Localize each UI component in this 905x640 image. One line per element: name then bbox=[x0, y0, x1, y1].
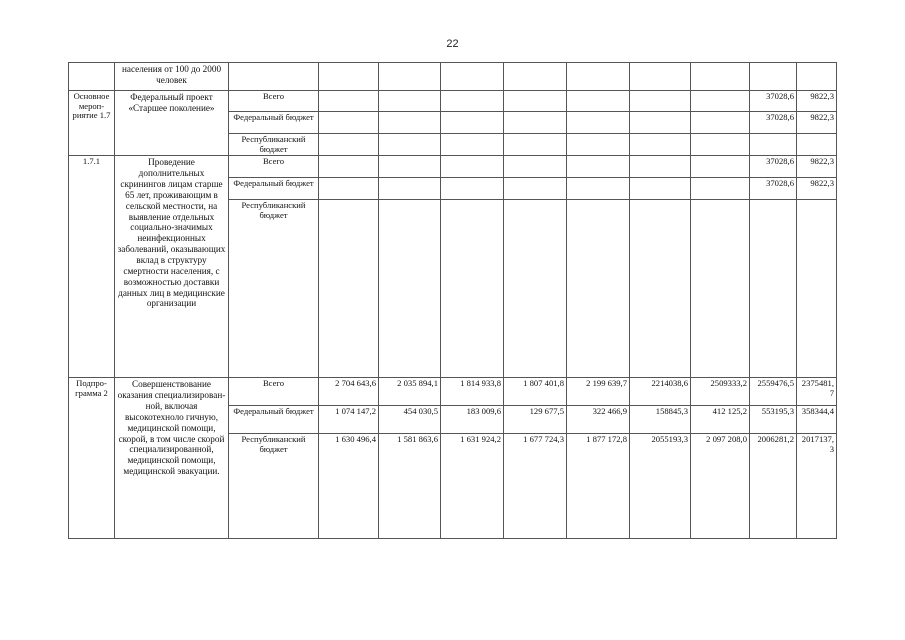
amount-cell bbox=[504, 200, 567, 378]
amount-cell bbox=[319, 91, 379, 112]
amount-cell bbox=[441, 156, 504, 178]
amount-cell bbox=[319, 134, 379, 156]
amount-cell: 183 009,6 bbox=[441, 406, 504, 434]
table-row bbox=[69, 91, 837, 112]
amount-cell bbox=[441, 178, 504, 200]
funding-source: Федеральный бюджет bbox=[229, 178, 319, 200]
amount-cell bbox=[319, 112, 379, 134]
funding-source: Федеральный бюджет bbox=[229, 112, 319, 134]
funding-source: Федеральный бюджет bbox=[229, 406, 319, 434]
amount-cell: 2017137,3 bbox=[797, 434, 837, 539]
amount-cell bbox=[691, 178, 750, 200]
amount-cell: 1 631 924,2 bbox=[441, 434, 504, 539]
amount-cell bbox=[567, 134, 630, 156]
amount-cell: 1 581 863,6 bbox=[379, 434, 441, 539]
table-row bbox=[69, 63, 837, 91]
amount-cell bbox=[379, 112, 441, 134]
amount-cell bbox=[797, 63, 837, 91]
row-name: Проведение дополнительных скринингов лицам старше 65 лет, проживающим в сельской местности, на выявление отдельных социально-значимых неинфекционных заболеваний, оказывающих вклад в структуру смертности населения, с возможностью доставки данных лиц в медицинские организации bbox=[115, 156, 229, 378]
amount-cell: 2 704 643,6 bbox=[319, 378, 379, 406]
amount-cell bbox=[630, 156, 691, 178]
amount-cell bbox=[630, 91, 691, 112]
amount-cell: 322 466,9 bbox=[567, 406, 630, 434]
amount-cell bbox=[691, 134, 750, 156]
amount-cell bbox=[691, 112, 750, 134]
amount-cell bbox=[319, 156, 379, 178]
row-name: Совершенствование оказания специализирован-ной, включая высокотехноло гичную, медицинской помощи, скорой, в том числе скорой специализированной, медицинской помощи, медицинской эвакуации. bbox=[115, 378, 229, 539]
funding-source: Всего bbox=[229, 91, 319, 112]
amount-cell bbox=[567, 91, 630, 112]
row-code: Подпрограмма 2 bbox=[69, 378, 115, 539]
amount-cell: 358344,4 bbox=[797, 406, 837, 434]
amount-cell bbox=[379, 178, 441, 200]
amount-cell: 1 877 172,8 bbox=[567, 434, 630, 539]
amount-cell bbox=[567, 63, 630, 91]
amount-cell: 1 814 933,8 bbox=[441, 378, 504, 406]
amount-cell bbox=[630, 178, 691, 200]
amount-cell bbox=[379, 63, 441, 91]
amount-cell bbox=[441, 91, 504, 112]
amount-cell: 37028,6 bbox=[750, 178, 797, 200]
amount-cell bbox=[630, 200, 691, 378]
funding-source: Всего bbox=[229, 156, 319, 178]
amount-cell bbox=[691, 91, 750, 112]
amount-cell bbox=[750, 134, 797, 156]
funding-source: Республиканский бюджет bbox=[229, 134, 319, 156]
funding-source: Республиканский бюджет bbox=[229, 200, 319, 378]
amount-cell bbox=[630, 63, 691, 91]
amount-cell: 1 807 401,8 bbox=[504, 378, 567, 406]
amount-cell: 1 074 147,2 bbox=[319, 406, 379, 434]
amount-cell: 2 097 208,0 bbox=[691, 434, 750, 539]
amount-cell: 412 125,2 bbox=[691, 406, 750, 434]
amount-cell bbox=[797, 134, 837, 156]
amount-cell: 37028,6 bbox=[750, 112, 797, 134]
amount-cell: 129 677,5 bbox=[504, 406, 567, 434]
amount-cell bbox=[441, 63, 504, 91]
amount-cell bbox=[504, 63, 567, 91]
amount-cell: 9822,3 bbox=[797, 112, 837, 134]
amount-cell bbox=[504, 178, 567, 200]
amount-cell bbox=[567, 200, 630, 378]
table-row bbox=[69, 378, 837, 406]
amount-cell: 553195,3 bbox=[750, 406, 797, 434]
amount-cell bbox=[441, 200, 504, 378]
amount-cell: 2509333,2 bbox=[691, 378, 750, 406]
amount-cell bbox=[630, 134, 691, 156]
amount-cell bbox=[379, 200, 441, 378]
amount-cell bbox=[797, 200, 837, 378]
row-code bbox=[69, 63, 115, 91]
amount-cell bbox=[504, 91, 567, 112]
funding-source: Всего bbox=[229, 378, 319, 406]
amount-cell: 37028,6 bbox=[750, 91, 797, 112]
amount-cell bbox=[504, 134, 567, 156]
amount-cell: 158845,3 bbox=[630, 406, 691, 434]
amount-cell: 454 030,5 bbox=[379, 406, 441, 434]
amount-cell bbox=[567, 156, 630, 178]
amount-cell bbox=[319, 63, 379, 91]
amount-cell: 9822,3 bbox=[797, 178, 837, 200]
amount-cell: 2006281,2 bbox=[750, 434, 797, 539]
amount-cell: 1 630 496,4 bbox=[319, 434, 379, 539]
amount-cell bbox=[441, 134, 504, 156]
amount-cell bbox=[319, 200, 379, 378]
amount-cell: 9822,3 bbox=[797, 156, 837, 178]
budget-table bbox=[68, 62, 837, 539]
row-code: 1.7.1 bbox=[69, 156, 115, 378]
row-name: населения от 100 до 2000 человек bbox=[115, 63, 229, 91]
amount-cell bbox=[750, 200, 797, 378]
amount-cell: 9822,3 bbox=[797, 91, 837, 112]
amount-cell bbox=[504, 112, 567, 134]
table-row bbox=[69, 156, 837, 178]
amount-cell: 2375481,7 bbox=[797, 378, 837, 406]
amount-cell bbox=[691, 63, 750, 91]
amount-cell: 2 199 639,7 bbox=[567, 378, 630, 406]
amount-cell: 2559476,5 bbox=[750, 378, 797, 406]
amount-cell bbox=[379, 91, 441, 112]
amount-cell bbox=[319, 178, 379, 200]
funding-source bbox=[229, 63, 319, 91]
amount-cell: 2 035 894,1 bbox=[379, 378, 441, 406]
row-code: Основное мероприятие 1.7 bbox=[69, 91, 115, 156]
amount-cell bbox=[379, 134, 441, 156]
funding-source: Республиканский бюджет bbox=[229, 434, 319, 539]
amount-cell bbox=[750, 63, 797, 91]
page-number: 22 bbox=[446, 38, 459, 50]
amount-cell bbox=[691, 156, 750, 178]
amount-cell bbox=[441, 112, 504, 134]
amount-cell: 1 677 724,3 bbox=[504, 434, 567, 539]
amount-cell: 2214038,6 bbox=[630, 378, 691, 406]
amount-cell bbox=[504, 156, 567, 178]
amount-cell: 37028,6 bbox=[750, 156, 797, 178]
amount-cell bbox=[379, 156, 441, 178]
amount-cell bbox=[567, 112, 630, 134]
amount-cell bbox=[691, 200, 750, 378]
amount-cell: 2055193,3 bbox=[630, 434, 691, 539]
amount-cell bbox=[567, 178, 630, 200]
row-name: Федеральный проект «Старшее поколение» bbox=[115, 91, 229, 156]
amount-cell bbox=[630, 112, 691, 134]
